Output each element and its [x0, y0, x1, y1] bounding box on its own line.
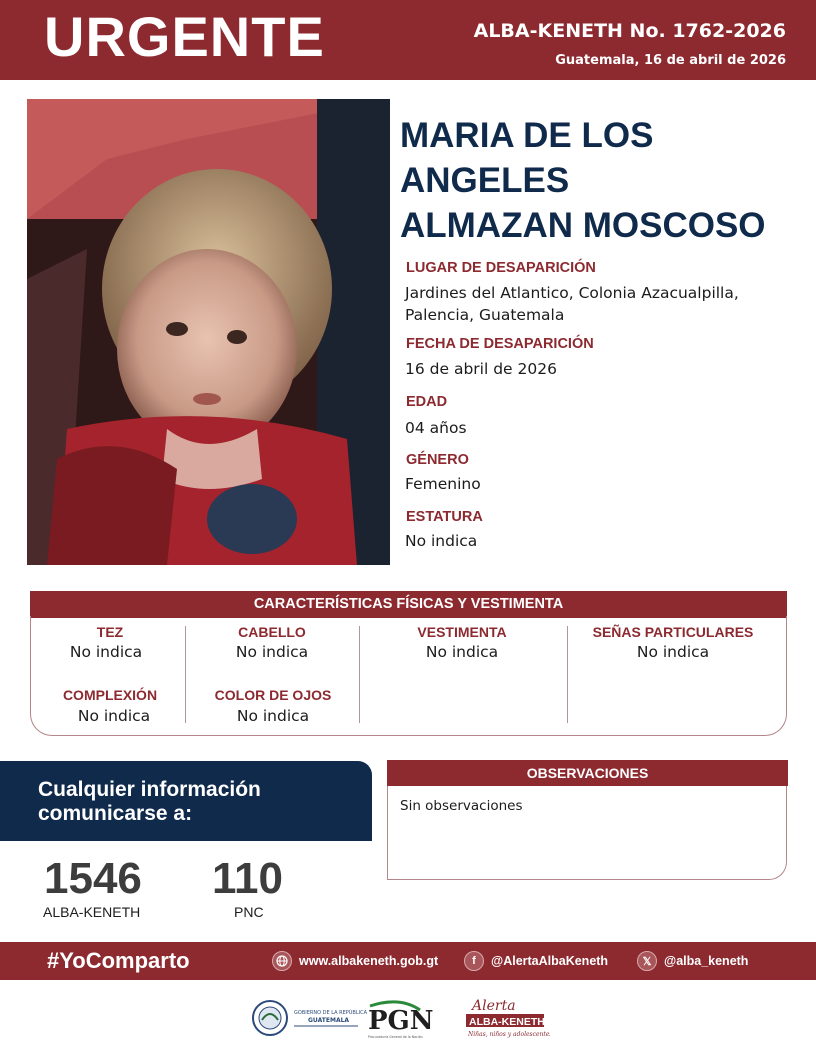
facebook-link[interactable]: [464, 951, 608, 971]
disappearance-place-value: [405, 282, 739, 326]
institution-logos: [250, 994, 550, 1044]
observations-text: Sin observaciones: [400, 798, 523, 814]
age-label: EDAD: [406, 394, 448, 410]
clothing-value: No indica: [425, 643, 499, 661]
facebook-text: @AlertaAlbaKeneth: [491, 954, 609, 968]
name-line-1: MARIA DE LOS: [400, 116, 654, 155]
website-link[interactable]: [272, 951, 438, 971]
website-text: www.albakeneth.gob.gt: [299, 954, 439, 968]
distinguishing-marks-value: No indica: [636, 643, 710, 661]
gender-label: GÉNERO: [406, 452, 469, 468]
alerta-logo-sub: Niñas, niños y adolescentes: [468, 1031, 550, 1038]
complexion-tone-label: TEZ: [96, 624, 124, 640]
place-line-2: Palencia, Guatemala: [405, 306, 565, 324]
distinguishing-marks-label: SEÑAS PARTICULARES: [592, 624, 754, 640]
hair-label: CABELLO: [238, 624, 306, 640]
globe-icon: [272, 951, 292, 971]
alba-keneth-number[interactable]: 1546: [44, 854, 142, 903]
urgent-title: URGENTE: [44, 5, 325, 68]
guatemala-seal-icon: [253, 1001, 287, 1035]
eye-color-label: COLOR DE OJOS: [214, 687, 332, 703]
alerta-logo-top: Alerta: [472, 998, 516, 1014]
case-number: ALBA-KENETH No. 1762-2026: [473, 20, 786, 42]
disappearance-date-value: 16 de abril de 2026: [405, 360, 557, 378]
height-label: ESTATURA: [406, 509, 483, 525]
eye-color-value: No indica: [236, 707, 310, 725]
x-text: @alba_keneth: [664, 954, 749, 968]
clothing-label: VESTIMENTA: [417, 624, 507, 640]
missing-person-photo: [27, 99, 390, 565]
height-value: No indica: [405, 532, 478, 550]
pnc-number-label: PNC: [234, 904, 264, 920]
complexion-tone-value: No indica: [69, 643, 143, 661]
name-line-3: ALMAZAN MOSCOSO: [400, 206, 766, 245]
pgn-subtitle: Procuraduría General de la Nación: [368, 1035, 423, 1039]
build-label: COMPLEXIÓN: [62, 687, 158, 703]
place-line-1: Jardines del Atlantico, Colonia Azacualpilla,: [405, 284, 739, 302]
disappearance-date-label: FECHA DE DESAPARICIÓN: [406, 336, 594, 352]
contact-heading-line-1: Cualquier información: [38, 778, 261, 801]
gender-value: Femenino: [405, 475, 481, 493]
divider: [567, 626, 568, 723]
name-line-2: ANGELES: [400, 161, 570, 200]
pgn-logo: PGN: [368, 1006, 434, 1036]
divider: [359, 626, 360, 723]
location-date: Guatemala, 16 de abril de 2026: [555, 53, 786, 68]
gobierno-line-1: GOBIERNO DE LA REPÚBLICA: [294, 1010, 368, 1016]
hair-value: No indica: [235, 643, 309, 661]
facebook-icon: f: [464, 951, 484, 971]
disappearance-place-label: LUGAR DE DESAPARICIÓN: [406, 260, 596, 276]
pnc-number[interactable]: 110: [212, 854, 283, 903]
contact-heading: [38, 778, 261, 826]
person-name: [400, 113, 810, 248]
observations-title: OBSERVACIONES: [387, 760, 788, 786]
age-value: 04 años: [405, 419, 467, 437]
build-value: No indica: [77, 707, 151, 725]
alerta-logo-main: ALBA-KENETH: [469, 1016, 545, 1028]
x-link[interactable]: [637, 951, 748, 971]
x-icon: 𝕏: [637, 951, 657, 971]
contact-heading-line-2: comunicarse a:: [38, 802, 193, 825]
alba-keneth-number-label: ALBA-KENETH: [43, 904, 141, 920]
characteristics-title: CARACTERÍSTICAS FÍSICAS Y VESTIMENTA: [30, 591, 787, 618]
hashtag: #YoComparto: [47, 948, 190, 973]
gobierno-line-2: GUATEMALA: [308, 1017, 350, 1024]
